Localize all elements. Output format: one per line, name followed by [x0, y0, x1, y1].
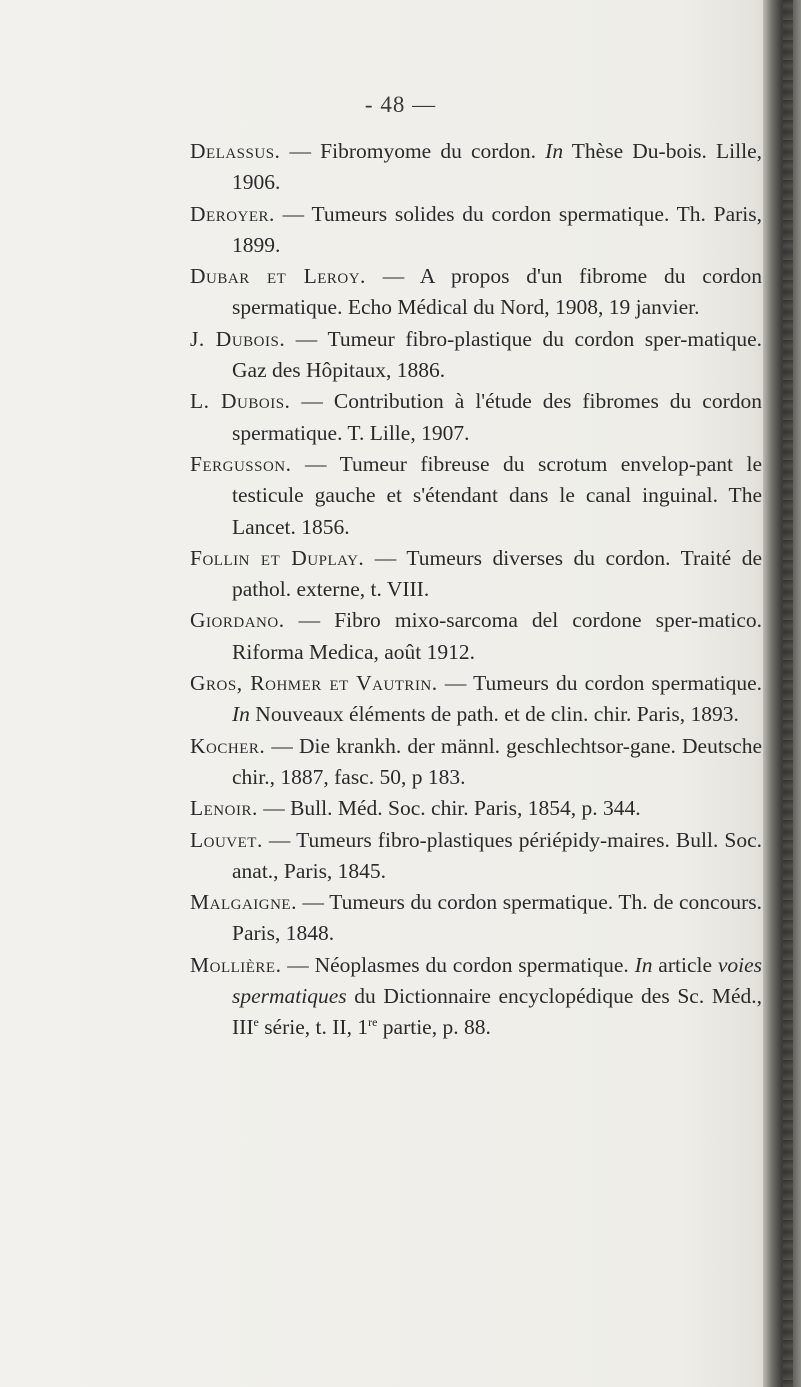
entry-text: — Fibromyome du cordon.	[280, 139, 546, 163]
entry-author: J. Dubois.	[190, 326, 286, 351]
entry-text: — Tumeurs du cordon spermatique.	[437, 671, 763, 696]
entry-text: — A propos d'un fibrome du cordon spermatique. Echo Médical du Nord, 1908, 19 janvier.	[232, 264, 762, 320]
bibliography-entry	[190, 199, 762, 262]
bibliography-entry	[190, 136, 762, 199]
entry-text: — Bull. Méd. Soc. chir. Paris, 1854, p. 344.	[257, 796, 641, 821]
entry-italic: In	[545, 139, 564, 163]
entry-author: Deroyer.	[190, 201, 275, 226]
bibliography-entry	[190, 543, 762, 606]
entry-text: — Contribution à l'étude des fibromes du cordon spermatique. T. Lille, 1907.	[232, 389, 762, 445]
entry-superscript: e	[253, 1015, 259, 1030]
entry-author: Delassus.	[190, 139, 281, 163]
entry-author: Lenoir.	[190, 796, 258, 821]
entry-superscript: re	[368, 1015, 378, 1030]
entry-author: Malgaigne.	[190, 890, 297, 915]
bibliography-entry	[190, 887, 762, 950]
entry-text: — Néoplasmes du cordon spermatique.	[281, 952, 635, 977]
entry-author: Dubar et Leroy.	[190, 264, 366, 289]
entry-text: Thèse Du-bois. Lille, 1906.	[232, 139, 762, 195]
bibliography-entry	[190, 449, 762, 543]
binding-edge	[783, 0, 793, 1387]
entry-text: du Dictionnaire encyclopédique des Sc. Méd., III	[232, 984, 762, 1040]
entry-text: Nouveaux éléments de path. et de clin. chir. Paris, 1893.	[249, 702, 739, 727]
entry-author: Giordano.	[190, 608, 285, 633]
bibliography-entry	[190, 825, 762, 888]
bibliography-entry	[190, 668, 762, 731]
entry-text: article	[652, 952, 718, 977]
entry-text: — Fibro mixo-sarcoma del cordone sper-matico. Riforma Medica, août 1912.	[232, 608, 762, 664]
bibliography-entry	[190, 386, 762, 449]
entry-text: — Tumeurs du cordon spermatique. Th. de concours. Paris, 1848.	[232, 890, 762, 946]
bibliography-list	[190, 136, 762, 1044]
bibliography-entry	[190, 261, 762, 324]
entry-text: — Tumeurs fibro-plastiques périépidy-maires. Bull. Soc. anat., Paris, 1845.	[232, 827, 762, 883]
entry-text: série, t. II, 1	[258, 1015, 369, 1040]
entry-author: Kocher.	[190, 733, 266, 758]
entry-author: Fergusson.	[190, 451, 292, 476]
bibliography-entry	[190, 793, 762, 824]
bibliography-entry	[190, 731, 762, 794]
page-number: - 48 —	[364, 92, 437, 117]
entry-italic: In	[634, 952, 653, 977]
entry-text: partie, p. 88.	[377, 1015, 491, 1040]
entry-author: Gros, Rohmer et Vautrin.	[190, 671, 438, 696]
bibliography-entry	[190, 324, 762, 387]
entry-author: L. Dubois.	[190, 389, 291, 414]
bibliography-entry	[190, 605, 762, 668]
page-edge-shadow	[763, 0, 801, 1387]
entry-author: Follin et Duplay.	[190, 545, 365, 570]
bibliography-entry	[190, 950, 762, 1044]
entry-text: — Tumeurs diverses du cordon. Traité de pathol. externe, t. VIII.	[232, 545, 762, 602]
entry-italic: In	[232, 702, 250, 727]
entry-italic: voies spermatiques	[232, 952, 762, 1009]
entry-text: — Die krankh. der männl. geschlechtsor-gane. Deutsche chir., 1887, fasc. 50, p 183.	[232, 733, 762, 789]
entry-author: Louvet.	[190, 827, 263, 852]
entry-author: Mollière.	[190, 952, 282, 977]
entry-text: — Tumeur fibro-plastique du cordon sper-matique. Gaz des Hôpitaux, 1886.	[232, 326, 762, 383]
entry-text: — Tumeurs solides du cordon spermatique. Th. Paris, 1899.	[232, 201, 762, 257]
entry-text: — Tumeur fibreuse du scrotum envelop-pant le testicule gauche et s'étendant dans le canal inguinal. The Lancet. 1856.	[232, 451, 762, 539]
